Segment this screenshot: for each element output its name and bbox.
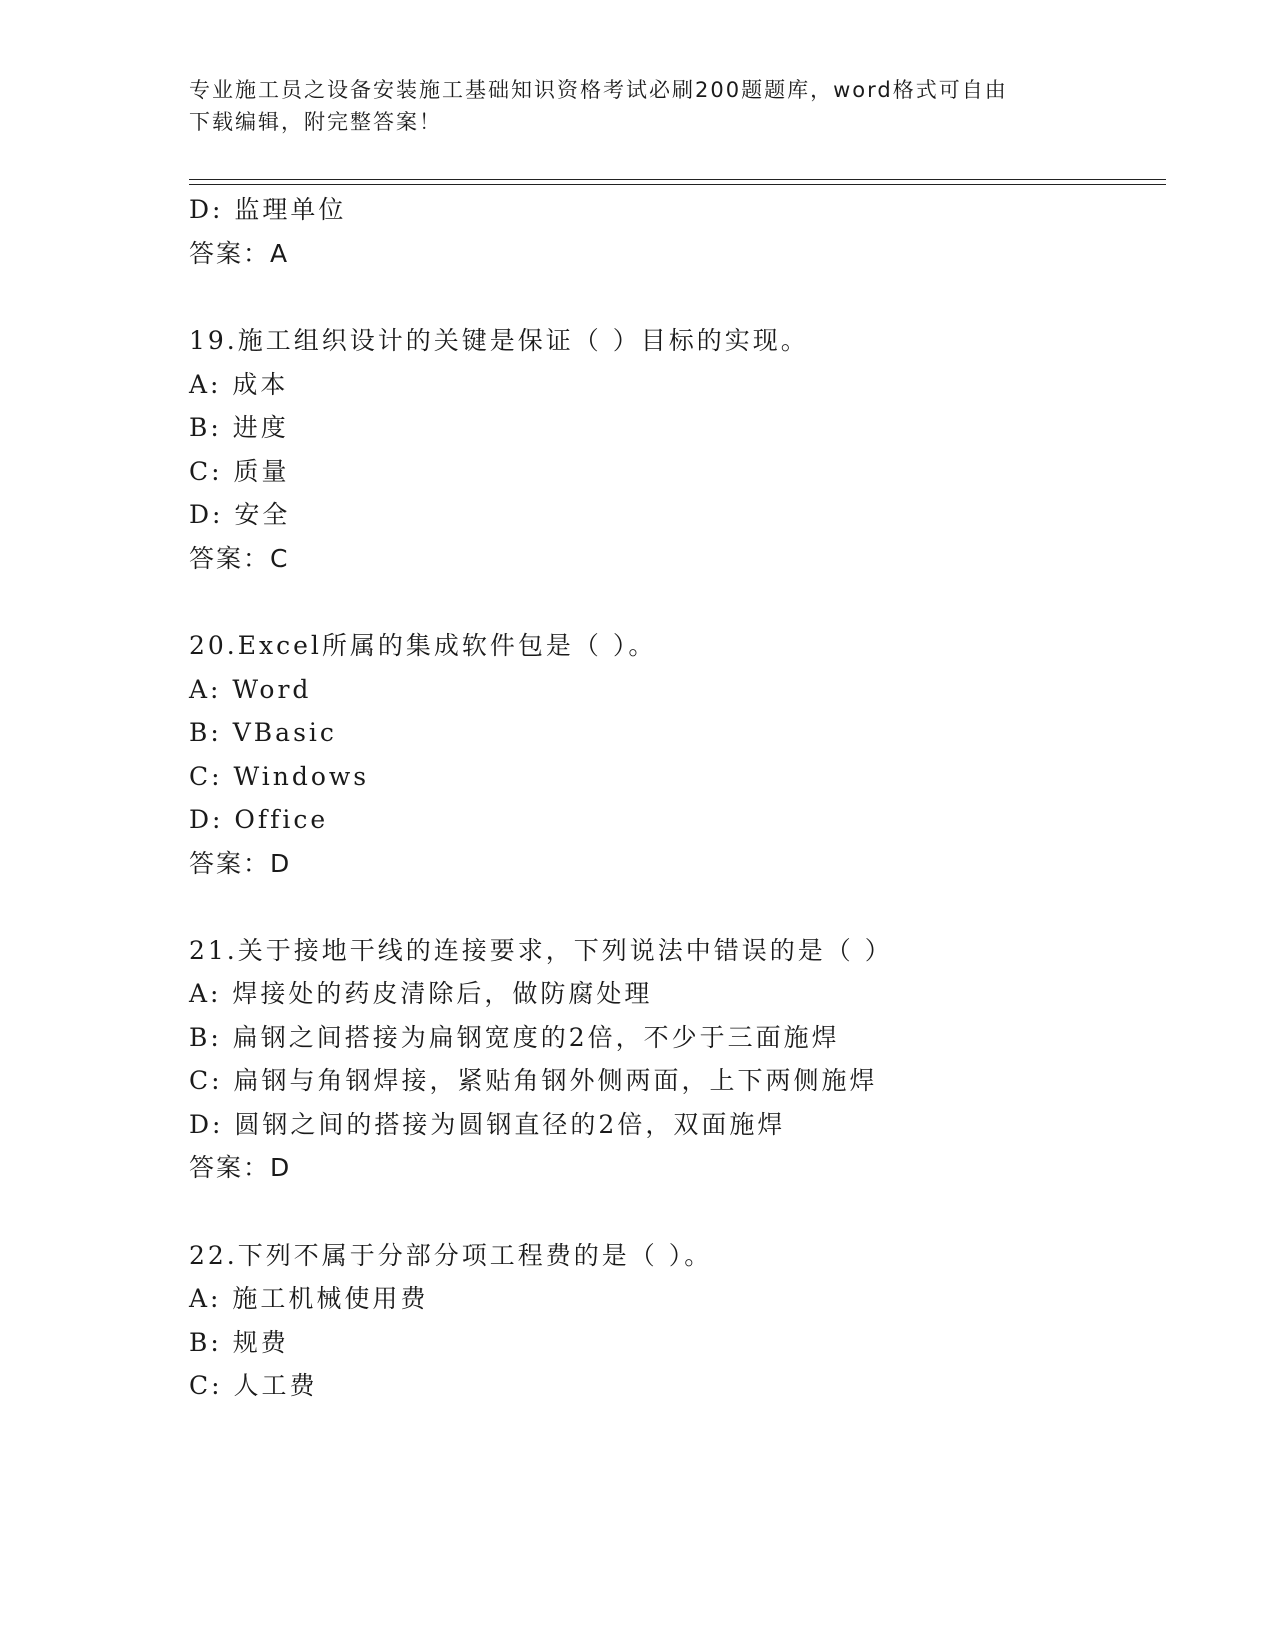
question-21-option-a: A: 焊接处的药皮清除后，做防腐处理 (189, 979, 653, 1008)
question-21-stem: 21.关于接地干线的连接要求，下列说法中错误的是（ ） (189, 936, 893, 965)
question-21-option-d: D: 圆钢之间的搭接为圆钢直径的2倍，双面施焊 (189, 1110, 786, 1139)
question-19-option-a: A: 成本 (189, 370, 289, 399)
header-divider-bottom (189, 184, 1166, 185)
question-22-stem: 22.下列不属于分部分项工程费的是（ ）。 (189, 1241, 713, 1270)
header-line-1: 专业施工员之设备安装施工基础知识资格考试必刷200题题库，word格式可自由 (189, 78, 1008, 102)
question-19-stem: 19.施工组织设计的关键是保证（ ）目标的实现。 (189, 326, 809, 355)
question-22-option-c: C: 人工费 (189, 1371, 318, 1400)
answer-prev: 答案：A (189, 239, 290, 268)
question-22-option-a: A: 施工机械使用费 (189, 1284, 429, 1313)
question-21-answer: 答案：D (189, 1153, 292, 1182)
question-19-option-c: C: 质量 (189, 457, 290, 486)
header-line-2: 下载编辑，附完整答案！ (189, 110, 442, 134)
question-21-option-c: C: 扁钢与角钢焊接，紧贴角钢外侧两面，上下两侧施焊 (189, 1066, 878, 1095)
question-20-stem: 20.Excel所属的集成软件包是（ ）。 (189, 631, 657, 660)
question-19-option-d: D: 安全 (189, 500, 291, 529)
question-20-option-d: D: Office (189, 805, 329, 834)
header-divider-top (189, 179, 1166, 180)
question-22-option-b: B: 规费 (189, 1328, 289, 1357)
question-20-option-a: A: Word (189, 675, 312, 704)
question-20-option-b: B: VBasic (189, 718, 337, 747)
question-21-option-b: B: 扁钢之间搭接为扁钢宽度的2倍，不少于三面施焊 (189, 1023, 840, 1052)
document-header (189, 74, 1089, 138)
option-d-prev: D: 监理单位 (189, 195, 347, 224)
question-20-answer: 答案：D (189, 849, 292, 878)
question-19-option-b: B: 进度 (189, 413, 289, 442)
question-19-answer: 答案：C (189, 544, 290, 573)
question-20-option-c: C: Windows (189, 762, 370, 791)
